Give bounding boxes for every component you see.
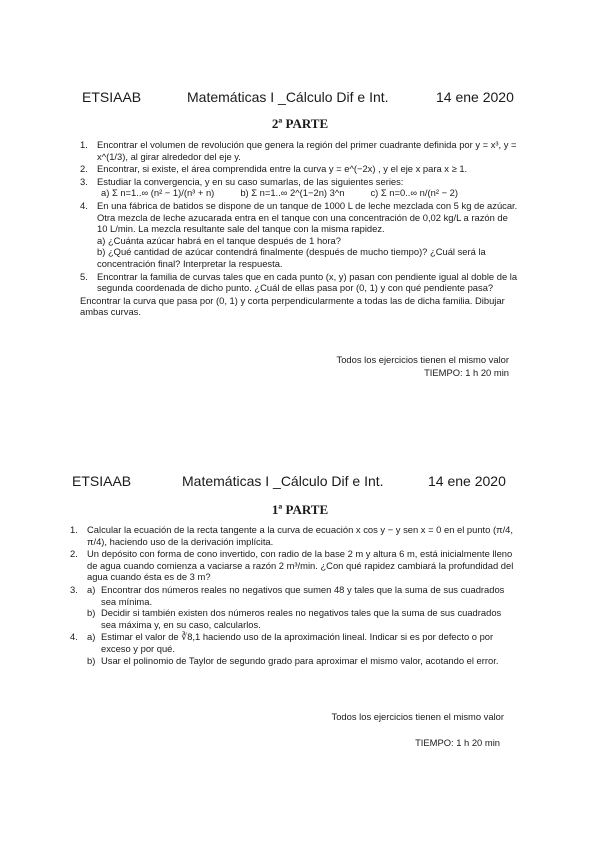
exam-date: 14 ene 2020: [436, 89, 514, 105]
time-limit: TIEMPO: 1 h 20 min: [415, 737, 500, 748]
question-number: 1.: [70, 524, 78, 535]
question-list: [80, 139, 520, 318]
sub-text: Encontrar dos números reales no negativos que sumen 48 y tales que la suma de sus cuadrados sea mínima.: [101, 583, 505, 607]
question-number: 3.: [70, 583, 78, 595]
question-3: [70, 584, 518, 630]
sub-text: Usar el polinomio de Taylor de segundo grado para aproximar el mismo valor, acotando el error.: [101, 654, 499, 666]
sub-label: a): [87, 583, 96, 595]
question-4-sub-a: a) ¿Cuánta azúcar habrá en el tanque después de 1 hora?: [97, 234, 341, 246]
sub-text: Decidir si también existen dos números reales no negativos tales que la suma de sus cuadrados sea máxima y, en su caso, calcularlos.: [101, 607, 502, 630]
question-number: 2.: [70, 548, 78, 560]
question-text: Encontrar, si existe, el área comprendida entre la curva y = e^(−2x) , y el eje x para x ≥ 1.: [97, 163, 468, 175]
question-text: Encontrar el volumen de revolución que genera la región del primer cuadrante definida por y = x³, y = x^(1/3), al girar alrededor del eje y.: [97, 139, 517, 162]
sub-label: b): [87, 654, 96, 666]
grading-note: Todos los ejercicios tienen el mismo valor: [331, 711, 504, 722]
question-number: 1.: [80, 139, 88, 150]
question-3: [80, 176, 520, 199]
series-b: b) Σ n=1..∞ 2^(1−2n) 3^n: [240, 187, 345, 199]
question-text: En una fábrica de batidos se dispone de un tanque de 1000 L de leche mezclada con 5 kg de azúcar. Otra mezcla de leche azucarada entra en el tanque con una concentración de 0,02 kg/L a razón de 10 L/min. La mezcla resultante sale del tanque con la misma rapidez.: [97, 199, 518, 235]
series-list: [97, 187, 520, 199]
question-number: 4.: [80, 199, 88, 211]
question-4: [70, 631, 518, 666]
question-2: [70, 548, 518, 583]
question-4: [80, 200, 520, 270]
question-1: [80, 139, 520, 162]
course-title: Matemáticas I _Cálculo Dif e Int.: [182, 473, 384, 489]
question-text: Calcular la ecuación de la recta tangente a la curva de ecuación x cos y − y sen x = 0 en el punto (π/4, π/4), haciendo uso de la derivación implícita.: [87, 524, 513, 547]
exam-date: 14 ene 2020: [428, 473, 506, 489]
question-5-extra: Encontrar la curva que pasa por (0, 1) y corta perpendicularmente a todas las de dicha familia. Dibujar ambas curvas.: [80, 294, 505, 318]
part-heading: 2ª PARTE: [271, 116, 329, 131]
question-number: 2.: [80, 163, 88, 175]
question-list: [70, 524, 518, 667]
series-c: c) Σ n=0..∞ n/(n² − 2): [370, 187, 458, 199]
sub-label: a): [87, 631, 96, 643]
part-heading: 1ª PARTE: [271, 502, 329, 517]
question-2: [80, 163, 520, 175]
series-a: a) Σ n=1..∞ (n² − 1)/(n³ + n): [101, 187, 215, 199]
question-number: 4.: [70, 631, 78, 643]
question-text: Encontrar la familia de curvas tales que en cada punto (x, y) pasan con pendiente igual al doble de la segunda coordenada de dicho punto. ¿Cuál de ellas pasa por (0, 1) y con qué pendiente pasa?: [97, 270, 518, 294]
grading-note: Todos los ejercicios tienen el mismo valor: [336, 354, 509, 365]
question-number: 3.: [80, 175, 88, 187]
question-5: [80, 271, 520, 294]
time-limit: TIEMPO: 1 h 20 min: [424, 367, 509, 378]
question-number: 5.: [80, 270, 88, 282]
question-4-sub-a: [87, 631, 518, 654]
question-3-sub-b: [87, 607, 518, 630]
question-text: Estudiar la convergencia, y en su caso sumarlas, de las siguientes series:: [97, 175, 404, 187]
sub-label: b): [87, 607, 96, 619]
sub-text: Estimar el valor de ∛8,1 haciendo uso de la aproximación lineal. Indicar si es por defecto o por exceso y por qué.: [101, 631, 494, 654]
course-title: Matemáticas I _Cálculo Dif e Int.: [187, 89, 389, 105]
question-3-sub-a: [87, 584, 518, 607]
question-text: Un depósito con forma de cono invertido, con radio de la base 2 m y altura 6 m, está inicialmente lleno de agua cuando comienza a vaciarse a razón 2 m³/min. ¿Con qué rapidez cambiará la profundidad del agua cuando ésta es de 3 m?: [87, 548, 514, 583]
exam-sheet-part-1: [0, 424, 600, 848]
question-1: [70, 524, 518, 547]
question-4-sub-b: [87, 655, 518, 667]
school-name: ETSIAAB: [82, 89, 142, 105]
question-4-sub-b: b) ¿Qué cantidad de azúcar contendrá finalmente (después de mucho tiempo)? ¿Cuál será la concentración final? Interpretar la respuesta.: [97, 246, 486, 269]
school-name: ETSIAAB: [72, 473, 132, 489]
